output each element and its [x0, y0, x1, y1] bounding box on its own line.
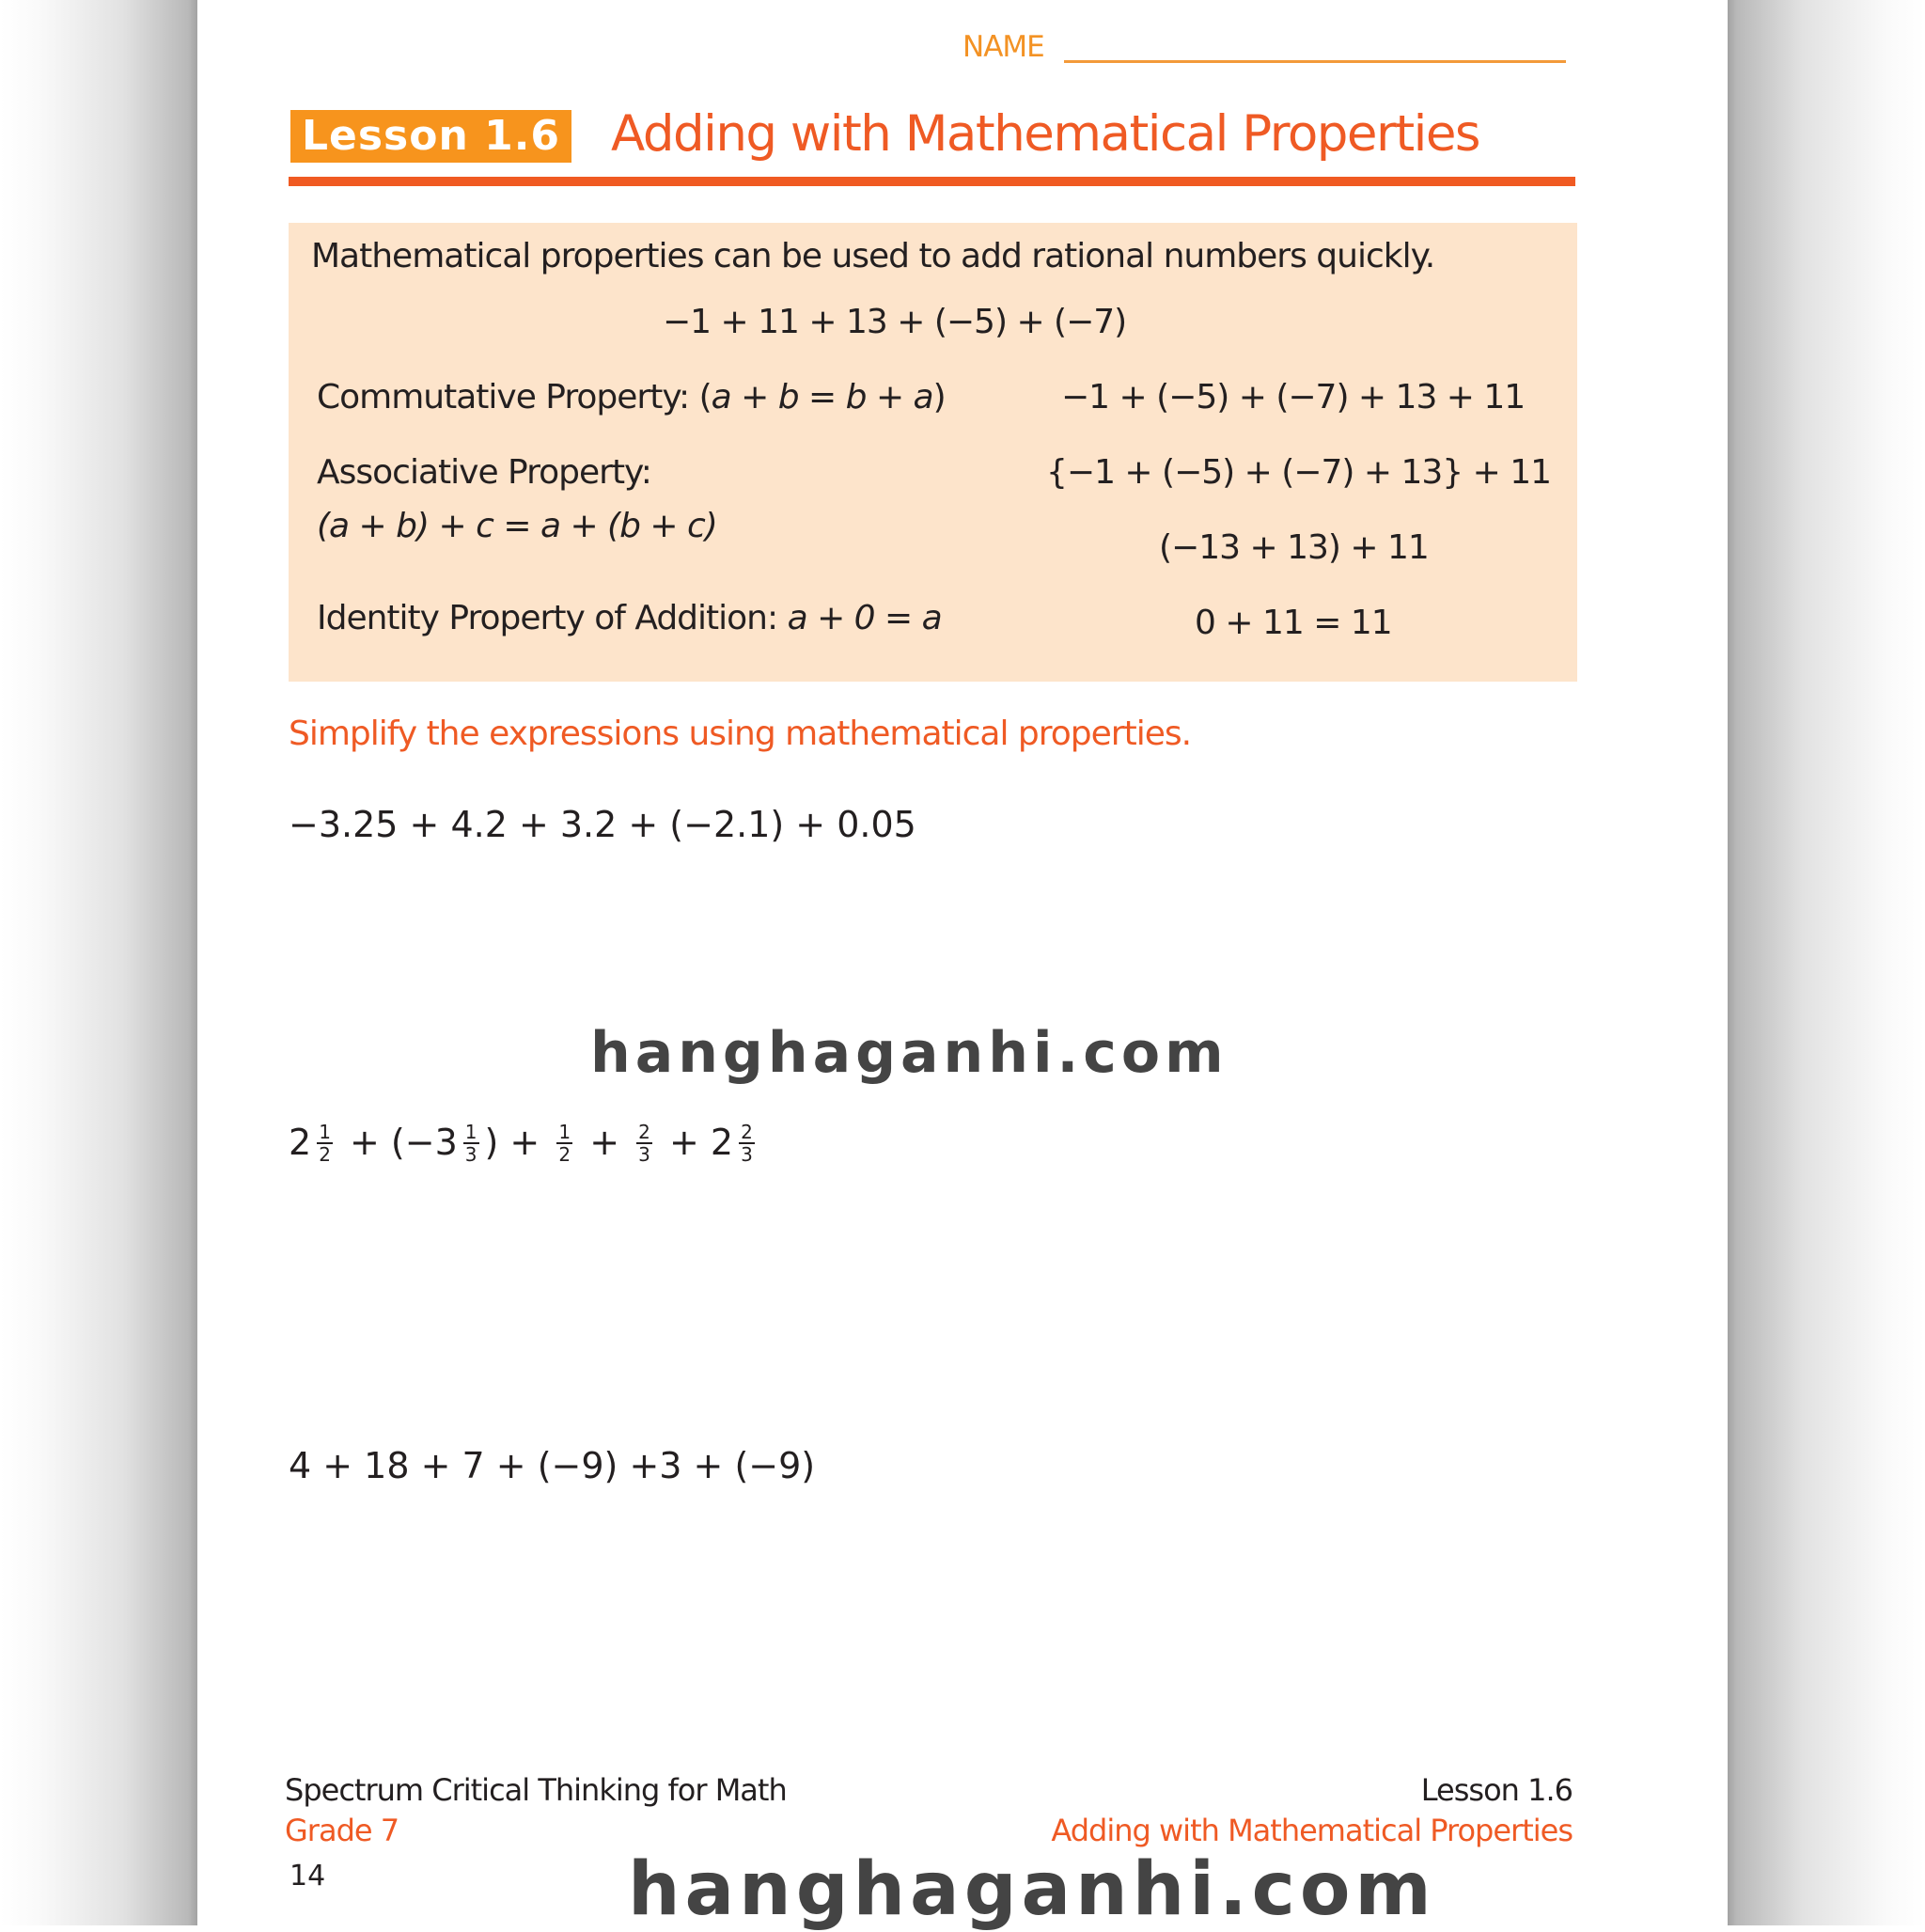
instructions: Simplify the expressions using mathematical properties. [289, 715, 1192, 753]
identity-step: 0 + 11 = 11 [1195, 604, 1392, 642]
page-number: 14 [290, 1860, 326, 1893]
watermark: hanghaganhi.com [590, 1020, 1229, 1086]
footer-series: Spectrum Critical Thinking for Math [285, 1772, 787, 1808]
commutative-close: ) [932, 378, 946, 416]
p2-fraction-2 [463, 1120, 479, 1166]
commutative-step: −1 + (−5) + (−7) + 13 + 11 [1061, 378, 1526, 416]
page-title: Adding with Mathematical Properties [611, 105, 1480, 163]
footer-lesson: Lesson 1.6 [1420, 1772, 1573, 1808]
problem-3: 4 + 18 + 7 + (−9) +3 + (−9) [289, 1445, 816, 1486]
p2-op-4: + 2 [668, 1122, 734, 1163]
fraction-numerator: 2 [638, 1120, 650, 1143]
fraction-numerator: 1 [464, 1120, 477, 1143]
fraction-denominator: 3 [741, 1142, 753, 1166]
identity-label: Identity Property of Addition: [317, 599, 788, 637]
p2-fraction-1 [317, 1120, 333, 1166]
p2-op-3: + [589, 1122, 620, 1163]
fraction-denominator: 2 [558, 1142, 571, 1166]
footer-lesson-title: Adding with Mathematical Properties [1051, 1813, 1573, 1848]
p2-op-2: ) + [484, 1122, 540, 1163]
page-shadow-right [1728, 0, 1925, 1925]
fraction-denominator: 2 [319, 1142, 331, 1166]
p2-whole-1: 2 [289, 1122, 312, 1163]
problem-2 [289, 1122, 760, 1166]
associative-formula [317, 507, 717, 545]
p2-fraction-4 [636, 1120, 652, 1166]
fraction-denominator: 3 [638, 1142, 650, 1166]
commutative-property [317, 378, 946, 416]
identity-property [317, 599, 942, 637]
associative-label: Associative Property: [317, 453, 651, 492]
associative-formula-text: (a + b) + c = a + (b + c) [317, 507, 717, 545]
fraction-numerator: 2 [741, 1120, 753, 1143]
page-shadow-left [0, 0, 197, 1925]
associative-step-1: {−1 + (−5) + (−7) + 13} + 11 [1046, 453, 1552, 492]
commutative-formula: a + b = b + a [711, 378, 933, 416]
name-label: NAME [962, 30, 1044, 64]
associative-step-2: (−13 + 13) + 11 [1159, 528, 1429, 567]
p2-fraction-3 [556, 1120, 572, 1166]
lesson-badge: Lesson 1.6 [290, 110, 571, 163]
footer-grade: Grade 7 [285, 1813, 399, 1848]
problem-1: −3.25 + 4.2 + 3.2 + (−2.1) + 0.05 [289, 804, 916, 845]
commutative-label: Commutative Property: ( [317, 378, 712, 416]
fraction-denominator: 3 [464, 1142, 477, 1166]
watermark-bottom: hanghaganhi.com [628, 1847, 1436, 1932]
example-expression: −1 + 11 + 13 + (−5) + (−7) [663, 303, 1127, 341]
example-intro: Mathematical properties can be used to add rational numbers quickly. [311, 237, 1435, 275]
fraction-numerator: 1 [319, 1120, 331, 1143]
fraction-numerator: 1 [558, 1120, 571, 1143]
p2-op-1: + (−3 [350, 1122, 458, 1163]
example-box [289, 223, 1577, 682]
identity-formula: a + 0 = a [787, 599, 942, 637]
title-divider [289, 177, 1575, 186]
p2-fraction-5 [739, 1120, 755, 1166]
name-field-line[interactable] [1064, 60, 1566, 63]
